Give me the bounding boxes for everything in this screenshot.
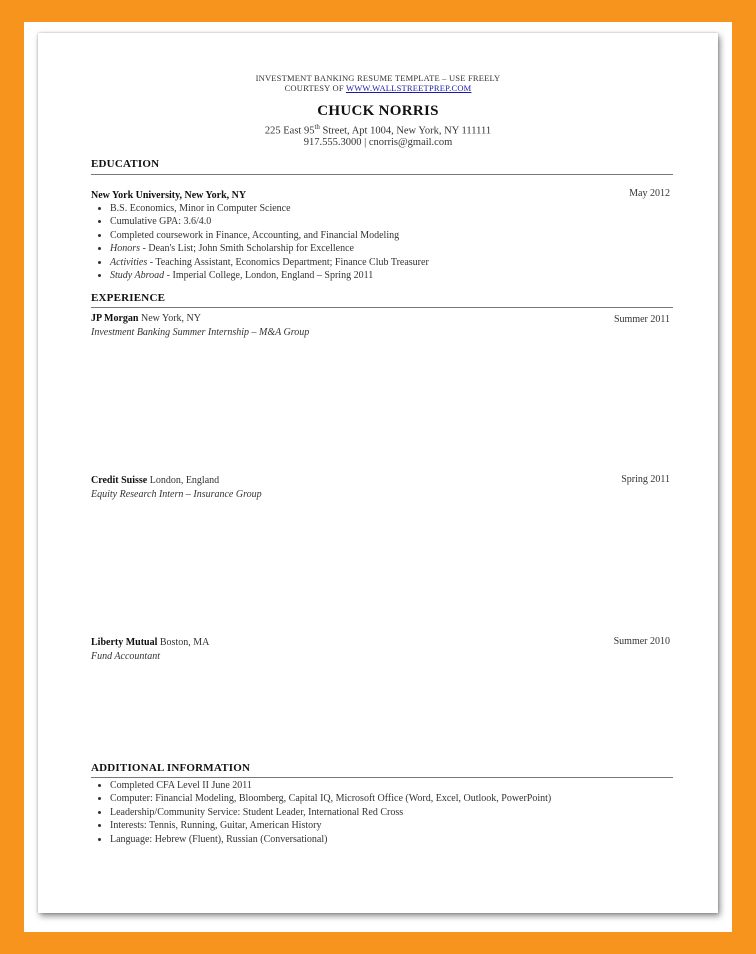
list-item: • Completed CFA Level II June 2011 bbox=[110, 779, 551, 792]
job-liberty-mutual bbox=[91, 637, 671, 648]
resume-page bbox=[38, 33, 718, 913]
list-item: • Activities - Teaching Assistant, Economics Department; Finance Club Treasurer bbox=[110, 256, 429, 269]
list-item: • B.S. Economics, Minor in Computer Science bbox=[110, 202, 429, 215]
list-item: • Interests: Tennis, Running, Guitar, American History bbox=[110, 819, 551, 832]
job-date: Summer 2011 bbox=[613, 314, 670, 325]
list-item: • Honors - Dean's List; John Smith Scholarship for Excellence bbox=[110, 242, 429, 255]
list-item: • Computer: Financial Modeling, Bloomberg, Capital IQ, Microsoft Office (Word, Excel, Outlook, PowerPoint) bbox=[110, 792, 551, 805]
experience-divider bbox=[91, 307, 673, 308]
courtesy-line bbox=[38, 83, 718, 93]
address bbox=[38, 123, 718, 137]
job-credit-suisse bbox=[91, 475, 671, 486]
experience-heading: EXPERIENCE bbox=[91, 292, 166, 304]
courtesy-prefix: COURTESY OF bbox=[284, 83, 344, 93]
job-role: Fund Accountant bbox=[91, 651, 160, 662]
job-date: Summer 2010 bbox=[613, 636, 670, 647]
address-end: Street, Apt 1004, New York, NY 111111 bbox=[319, 125, 492, 137]
job-location: London, England bbox=[147, 475, 220, 486]
job-jpmorgan bbox=[91, 313, 671, 324]
job-role: Investment Banking Summer Internship – M&A Group bbox=[91, 327, 310, 338]
address-sup: th bbox=[314, 123, 320, 131]
job-role: Equity Research Intern – Insurance Group bbox=[91, 489, 262, 500]
education-divider bbox=[91, 174, 673, 175]
job-location: Boston, MA bbox=[157, 637, 210, 648]
education-school bbox=[91, 190, 671, 201]
candidate-name: CHUCK NORRIS bbox=[317, 103, 439, 119]
additional-heading: ADDITIONAL INFORMATION bbox=[91, 762, 251, 774]
list-item: • Cumulative GPA: 3.6/4.0 bbox=[110, 215, 429, 228]
job-date: Spring 2011 bbox=[621, 474, 670, 485]
list-item: • Completed coursework in Finance, Accounting, and Financial Modeling bbox=[110, 229, 429, 242]
job-company: Credit Suisse bbox=[91, 475, 148, 486]
address-start: 225 East 95 bbox=[264, 125, 315, 137]
wallstreetprep-link[interactable]: WWW.WALLSTREETPREP.COM bbox=[345, 83, 472, 93]
education-heading: EDUCATION bbox=[91, 158, 160, 170]
list-item: • Study Abroad - Imperial College, London, England – Spring 2011 bbox=[110, 269, 429, 282]
list-item: • Language: Hebrew (Fluent), Russian (Conversational) bbox=[110, 833, 551, 846]
list-item: • Leadership/Community Service: Student Leader, International Red Cross bbox=[110, 806, 551, 819]
contact-info: 917.555.3000 | cnorris@gmail.com bbox=[303, 137, 453, 148]
school-name: New York University, New York, NY bbox=[91, 190, 247, 201]
education-bullets bbox=[96, 202, 429, 282]
job-location: New York, NY bbox=[138, 313, 202, 324]
job-company: JP Morgan bbox=[91, 313, 139, 324]
template-notice: INVESTMENT BANKING RESUME TEMPLATE – USE FREELY bbox=[255, 73, 501, 83]
job-company: Liberty Mutual bbox=[91, 637, 158, 648]
education-date: May 2012 bbox=[629, 188, 670, 199]
additional-bullets bbox=[96, 779, 551, 846]
additional-divider bbox=[91, 777, 673, 778]
